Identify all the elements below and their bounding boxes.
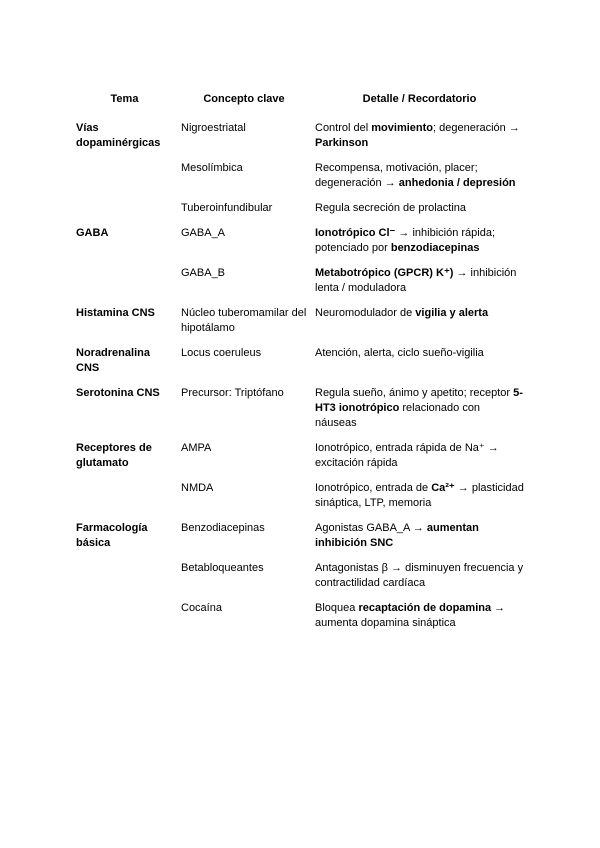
detail-text: Antagonistas β → disminuyen frecuencia y contractilidad cardíaca: [315, 562, 524, 589]
topic-cell: Serotonina CNS: [76, 387, 160, 399]
topic-cell: [72, 201, 177, 226]
detail-emphasis: benzodiacepinas: [390, 242, 480, 254]
detail-emphasis: anhedonia / depresión: [398, 177, 516, 189]
detail-text: → inhibición lenta / moduladora: [315, 267, 517, 294]
table-row: [72, 201, 528, 226]
detail-emphasis: recaptación de dopamina: [358, 602, 492, 614]
concept-cell: GABA_A: [181, 227, 226, 239]
concept-cell: GABA_B: [181, 267, 226, 279]
detail-text: relacionado con náuseas: [315, 402, 481, 429]
detail-emphasis: Metabotrópico (GPCR) K⁺): [315, 267, 454, 279]
detail-emphasis: vigilia y alerta: [415, 307, 489, 319]
topic-cell: Histamina CNS: [76, 307, 155, 319]
detail-cell: [311, 121, 528, 161]
detail-text: Control del: [315, 122, 372, 134]
concept-cell: Mesolímbica: [181, 162, 243, 174]
detail-text: → aumenta dopamina sináptica: [315, 602, 506, 629]
detail-emphasis: Ionotrópico Cl⁻: [315, 227, 396, 239]
topic-cell: [72, 561, 177, 601]
concept-cell: Precursor: Triptófano: [181, 387, 284, 399]
detail-cell: [311, 561, 528, 601]
concept-cell: Locus coeruleus: [181, 347, 262, 359]
detail-text: Regula sueño, ánimo y apetito; receptor: [315, 387, 514, 399]
detail-cell: [311, 226, 528, 266]
header-concept: Concepto clave: [203, 93, 285, 105]
table-row: [72, 306, 528, 346]
concept-cell: AMPA: [181, 442, 212, 454]
detail-text: Ionotrópico, entrada de: [315, 482, 432, 494]
detail-cell: [311, 266, 528, 306]
table-row: [72, 521, 528, 561]
detail-text: Neuromodulador de: [315, 307, 416, 319]
topic-cell: Receptores de glutamato: [76, 442, 152, 469]
concept-cell: Betabloqueantes: [181, 562, 264, 574]
detail-cell: [311, 481, 528, 521]
header-detail: Detalle / Recordatorio: [362, 93, 477, 105]
table-row: [72, 161, 528, 201]
detail-text: → inhibición rápida; potenciado por: [315, 227, 496, 254]
detail-text: Recompensa, motivación, placer; degeneración →: [315, 162, 478, 189]
table-header: [72, 90, 528, 121]
detail-text: Atención, alerta, ciclo sueño-vigilia: [315, 347, 484, 359]
topic-cell: [72, 161, 177, 201]
table-row: [72, 601, 528, 641]
concept-cell: Cocaína: [181, 602, 222, 614]
detail-cell: [311, 161, 528, 201]
table-row: [72, 441, 528, 481]
detail-text: → plasticidad sináptica, LTP, memoria: [315, 482, 524, 509]
detail-text: ; degeneración: [433, 122, 509, 134]
table-row: [72, 266, 528, 306]
neuro-pharmacology-table: [72, 90, 528, 641]
detail-emphasis: movimiento: [371, 122, 433, 134]
topic-cell: Farmacología básica: [76, 522, 148, 549]
detail-cell: [311, 201, 528, 226]
table-row: [72, 121, 528, 161]
concept-cell: Tuberoinfundibular: [181, 202, 273, 214]
table-row: [72, 481, 528, 521]
concept-cell: Nigroestriatal: [181, 122, 246, 134]
table-row: [72, 386, 528, 441]
topic-cell: [72, 481, 177, 521]
detail-cell: [311, 386, 528, 441]
table-row: [72, 226, 528, 266]
concept-cell: NMDA: [181, 482, 214, 494]
detail-cell: [311, 306, 528, 346]
table-body: [72, 121, 528, 641]
detail-text: Ionotrópico, entrada rápida de Na⁺ → excitación rápida: [315, 442, 499, 469]
detail-emphasis: → Parkinson: [315, 122, 520, 149]
detail-text: Bloquea: [315, 602, 359, 614]
detail-cell: [311, 441, 528, 481]
concept-cell: Núcleo tuberomamilar del hipotálamo: [181, 307, 307, 334]
topic-cell: GABA: [76, 227, 109, 239]
topic-cell: Vías dopaminérgicas: [76, 122, 161, 149]
detail-text: Regula secreción de prolactina: [315, 202, 467, 214]
header-topic: Tema: [110, 93, 139, 105]
detail-emphasis: aumentan inhibición SNC: [315, 522, 479, 549]
table-row: [72, 561, 528, 601]
topic-cell: Noradrenalina CNS: [76, 347, 150, 374]
detail-cell: [311, 521, 528, 561]
detail-emphasis: Ca²⁺: [431, 482, 455, 494]
table-row: [72, 346, 528, 386]
detail-cell: [311, 346, 528, 386]
topic-cell: [72, 266, 177, 306]
concept-cell: Benzodiacepinas: [181, 522, 265, 534]
detail-cell: [311, 601, 528, 641]
header-row: [72, 90, 528, 121]
topic-cell: [72, 601, 177, 641]
detail-text: Agonistas GABA_A →: [315, 522, 427, 534]
detail-emphasis: 5-HT3 ionotrópico: [315, 387, 523, 414]
